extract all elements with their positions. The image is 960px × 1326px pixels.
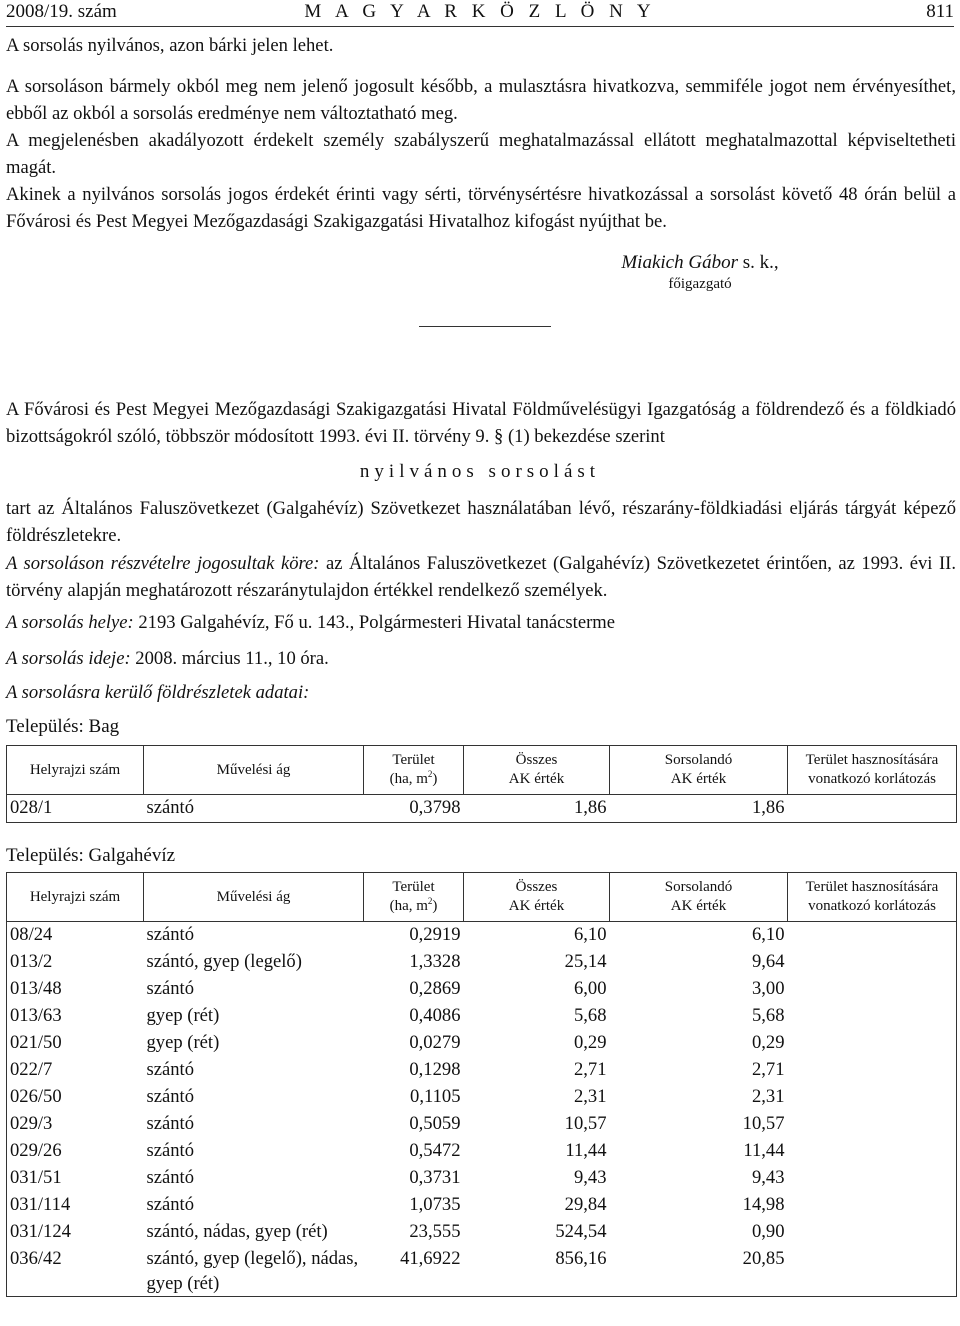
cell-restriction [788, 949, 957, 976]
col-cultivation: Művelési ág [144, 873, 364, 922]
table-row [7, 1084, 957, 1111]
cell-restriction [788, 1219, 957, 1246]
cell-parcel-number: 029/3 [7, 1111, 144, 1138]
cell-restriction [788, 795, 957, 823]
cell-cultivation: szántó [146, 978, 195, 999]
table-row [7, 1192, 957, 1219]
cell-total-ak: 1,86 [464, 795, 610, 823]
cell-drawn-ak: 9,64 [751, 951, 785, 972]
cell-drawn-ak: 9,43 [751, 1167, 785, 1188]
col-total-ak: Összes AK érték [464, 873, 610, 922]
cell-drawn-ak: 11,44 [743, 1140, 785, 1161]
signature-suffix: s. k., [737, 252, 779, 273]
cell-parcel-number: 013/63 [7, 1003, 144, 1030]
table-header-row [7, 746, 957, 795]
signatory-name: Miakich Gábor [621, 252, 738, 273]
cell-area: 0,2919 [409, 924, 461, 945]
cell-cultivation: szántó, gyep (legelő) [146, 951, 302, 972]
cell-parcel-number: 026/50 [7, 1084, 144, 1111]
cell-total-ak: 6,10 [573, 924, 607, 945]
cell-drawn-ak: 6,10 [751, 924, 785, 945]
col-parcel-number: Helyrajzi szám [7, 746, 144, 795]
table-row [7, 1138, 957, 1165]
date-paragraph [6, 646, 956, 673]
cell-cultivation: szántó [144, 795, 364, 823]
cell-cultivation: szántó [146, 1194, 195, 1215]
cell-total-ak: 0,29 [573, 1032, 607, 1053]
cell-cultivation: szántó [146, 1140, 195, 1161]
table-row [7, 1219, 957, 1246]
location-paragraph [6, 610, 956, 637]
col-parcel-number: Helyrajzi szám [7, 873, 144, 922]
cell-parcel-number: 036/42 [7, 1246, 144, 1297]
location-label: A sorsolás helye: [6, 612, 134, 633]
intro-paragraph-2: A sorsoláson bármely okból meg nem jelenő jogosult később, a mulasztásra hivatkozva, semmiféle jogot nem érvényesíthet, ebből az okból a sorsolás eredménye nem változtatható meg. [6, 76, 956, 124]
cell-area: 1,0735 [409, 1194, 461, 1215]
cell-restriction [788, 1003, 957, 1030]
intro-paragraph-1: A sorsolás nyilvános, azon bárki jelen lehet. [6, 35, 334, 56]
location-text: 2193 Galgahévíz, Fő u. 143., Polgármesteri Hivatal tanácsterme [133, 612, 615, 633]
cell-drawn-ak: 1,86 [610, 795, 788, 823]
cell-drawn-ak: 0,90 [751, 1221, 785, 1242]
eligibility-label: A sorsoláson részvételre jogosultak köre: [6, 553, 320, 574]
col-area: Terület (ha, $m^2$) [364, 873, 464, 922]
cell-parcel-number: 029/26 [7, 1138, 144, 1165]
table-row [7, 949, 957, 976]
cell-area: 1,3328 [409, 951, 461, 972]
cell-total-ak: 11,44 [565, 1140, 607, 1161]
cell-cultivation: szántó [146, 1059, 195, 1080]
cell-parcel-number: 031/114 [7, 1192, 144, 1219]
cell-drawn-ak: 2,71 [751, 1059, 785, 1080]
parcels-heading: A sorsolásra kerülő földrészletek adatai: [6, 682, 310, 703]
date-text: 2008. március 11., 10 óra. [130, 648, 329, 669]
table-row [7, 795, 957, 823]
cell-area: 0,5059 [409, 1113, 461, 1134]
settlement-galgahéviz-label: Település: Galgahévíz [6, 845, 176, 866]
cell-cultivation: szántó, nádas, gyep (rét) [146, 1221, 328, 1242]
cell-cultivation: szántó [146, 1113, 195, 1134]
cell-parcel-number: 021/50 [7, 1030, 144, 1057]
table-row [7, 1165, 957, 1192]
cell-restriction [788, 1030, 957, 1057]
issue-number: 2008/19. szám [6, 1, 117, 22]
cell-total-ak: 6,00 [573, 978, 607, 999]
cell-area: 0,5472 [409, 1140, 461, 1161]
table-row [7, 922, 957, 950]
settlement-bag-label: Település: Bag [6, 716, 120, 737]
notice-intro: A Fővárosi és Pest Megyei Mezőgazdasági Szakigazgatási Hivatal Földművelésügyi Igazgatóság a földrendező és a földkiadó bizottságokról szóló, többször módosított 1993. évi II. törvény 9. § (1) bekezdése szerint [6, 399, 956, 447]
cell-drawn-ak: 3,00 [751, 978, 785, 999]
col-drawn-ak: Sorsolandó AK érték [610, 746, 788, 795]
cell-parcel-number: 031/124 [7, 1219, 144, 1246]
eligibility-text: az Általános Faluszövetkezet (Galgahévíz) Szövetkezetet érintően, az 1993. évi II. törvény alapján meghatározott részaránytulajdon értékkel rendelkező személyek. [6, 553, 956, 601]
cell-total-ak: 524,54 [555, 1221, 607, 1242]
table-header-row [7, 873, 957, 922]
table-row [7, 976, 957, 1003]
cell-restriction [788, 1138, 957, 1165]
parcel-table-bag [6, 745, 957, 823]
cell-restriction [788, 1192, 957, 1219]
cell-area: 23,555 [409, 1221, 461, 1242]
cell-cultivation: szántó [146, 1167, 195, 1188]
separator-rule [419, 326, 551, 327]
parcel-table-galgaheviz [6, 872, 957, 1297]
cell-total-ak: 5,68 [573, 1005, 607, 1026]
cell-cultivation: gyep (rét) [146, 1032, 220, 1053]
cell-drawn-ak: 0,29 [751, 1032, 785, 1053]
cell-parcel-number: 013/2 [7, 949, 144, 976]
col-total-ak: Összes AK érték [464, 746, 610, 795]
cell-restriction [788, 976, 957, 1003]
notice-paragraph-1: tart az Általános Faluszövetkezet (Galgahévíz) Szövetkezet használatában lévő, részarány-földkiadási eljárás tárgyát képező földrészletekre. [6, 498, 956, 546]
cell-restriction [788, 1084, 957, 1111]
cell-cultivation: gyep (rét) [146, 1005, 220, 1026]
cell-cultivation: szántó [146, 1086, 195, 1107]
cell-area: 41,6922 [364, 1246, 464, 1297]
signature-block [600, 252, 800, 293]
cell-parcel-number: 013/48 [7, 976, 144, 1003]
cell-drawn-ak: 20,85 [610, 1246, 788, 1297]
signatory-title: főigazgató [668, 276, 732, 292]
cell-total-ak: 29,84 [564, 1194, 607, 1215]
cell-restriction [788, 1246, 957, 1297]
cell-drawn-ak: 2,31 [751, 1086, 785, 1107]
cell-total-ak: 10,57 [564, 1113, 607, 1134]
table-row [7, 1246, 957, 1297]
page-header [6, 0, 954, 27]
cell-total-ak: 2,71 [573, 1059, 607, 1080]
cell-area: 0,1298 [409, 1059, 461, 1080]
cell-parcel-number: 028/1 [7, 795, 144, 823]
cell-total-ak: 9,43 [573, 1167, 607, 1188]
col-restriction: Terület hasznosítására vonatkozó korlátozás [788, 746, 957, 795]
cell-drawn-ak: 10,57 [742, 1113, 785, 1134]
table-row [7, 1030, 957, 1057]
col-restriction: Terület hasznosítására vonatkozó korlátozás [788, 873, 957, 922]
cell-area: 0,3731 [409, 1167, 461, 1188]
journal-title: M A G Y A R K Ö Z L Ö N Y [304, 1, 656, 22]
page-number: 811 [926, 1, 954, 22]
col-cultivation: Művelési ág [144, 746, 364, 795]
cell-restriction [788, 922, 957, 950]
cell-area: 0,0279 [409, 1032, 461, 1053]
cell-total-ak: 25,14 [564, 951, 607, 972]
cell-area: 0,1105 [410, 1086, 461, 1107]
col-area: Terület (ha, $m^2$) [364, 746, 464, 795]
cell-total-ak: 856,16 [464, 1246, 610, 1297]
col-drawn-ak: Sorsolandó AK érték [610, 873, 788, 922]
intro-paragraph-3: A megjelenésben akadályozott érdekelt személy szabályszerű meghatalmazással ellátott meghatalmazottal képviseltetheti magát. [6, 130, 956, 178]
cell-area: 0,4086 [409, 1005, 461, 1026]
intro-paragraph-4: Akinek a nyilvános sorsolás jogos érdekét érinti vagy sérti, törvénysértésre hivatkozással a sorsolást követő 48 órán belül a Fővárosi és Pest Megyei Mezőgazdasági Szakigazgatási Hivatalhoz kifogást nyújthat be. [6, 184, 956, 232]
cell-drawn-ak: 5,68 [751, 1005, 785, 1026]
cell-area: 0,3798 [364, 795, 464, 823]
cell-cultivation: szántó, gyep (legelő), nádas, gyep (rét) [144, 1246, 364, 1297]
cell-restriction [788, 1165, 957, 1192]
cell-parcel-number: 08/24 [7, 922, 144, 950]
cell-total-ak: 2,31 [573, 1086, 607, 1107]
table-row [7, 1003, 957, 1030]
cell-parcel-number: 022/7 [7, 1057, 144, 1084]
cell-area: 0,2869 [409, 978, 461, 999]
table-row [7, 1111, 957, 1138]
cell-restriction [788, 1057, 957, 1084]
cell-drawn-ak: 14,98 [742, 1194, 785, 1215]
cell-parcel-number: 031/51 [7, 1165, 144, 1192]
cell-restriction [788, 1111, 957, 1138]
eligibility-paragraph [6, 551, 956, 604]
notice-heading: nyilvános sorsolást [359, 461, 601, 482]
date-label: A sorsolás ideje: [6, 648, 131, 669]
table-row [7, 1057, 957, 1084]
cell-cultivation: szántó [146, 924, 195, 945]
